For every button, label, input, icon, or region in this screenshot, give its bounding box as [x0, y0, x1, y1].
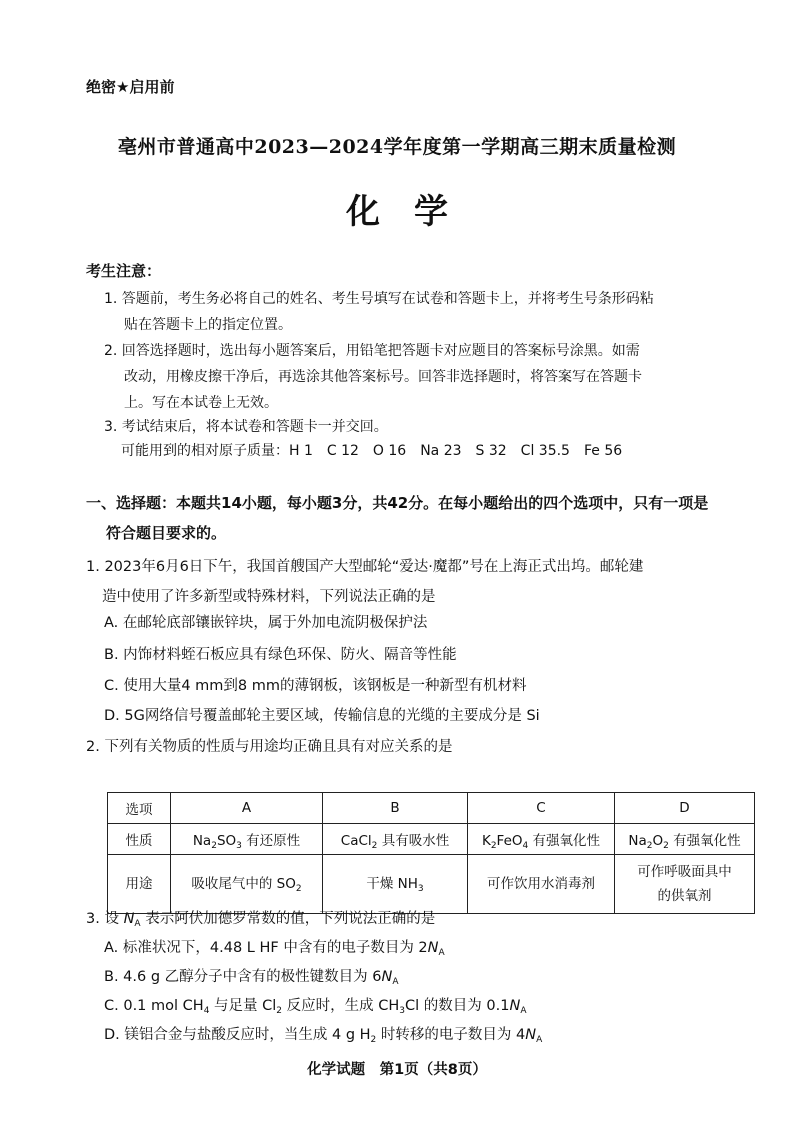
- notice-item-1: [104, 286, 724, 338]
- q1-option-d: D. 5G网络信号覆盖邮轮主要区域，传输信息的光缆的主要成分是 Si: [104, 708, 540, 724]
- table-cell: B: [323, 793, 468, 824]
- notice-line: 1. 答题前，考生务必将自己的姓名、考生号填写在试卷和答题卡上，并将考生号条形码粘: [104, 291, 654, 307]
- q2-table: [107, 792, 755, 914]
- subject-title: 化学: [346, 192, 482, 232]
- table-cell: 可作饮用水消毒剂: [468, 855, 615, 914]
- q3-option-d: D. 镁铝合金与盐酸反应时，当生成 4 g $H_2$ 时转移的电子数目为 $4N_A$: [104, 1027, 543, 1045]
- question-3-stem: 3. 设 $N_A$ 表示阿伏加德罗常数的值，下列说法正确的是: [86, 911, 436, 929]
- q1-option-c: C. 使用大量4 mm到8 mm的薄钢板，该钢板是一种新型有机材料: [104, 678, 527, 694]
- exam-title: 亳州市普通高中2023—2024学年度第一学期高三期末质量检测: [117, 136, 677, 158]
- question-line: 1. 2023年6月6日下午，我国首艘国产大型邮轮“爱达·魔都”号在上海正式出坞。邮轮建: [86, 559, 644, 575]
- table-cell: $K_2FeO_4$ 有强氧化性: [468, 824, 615, 855]
- table-cell: 吸收尾气中的 $SO_2$: [171, 855, 323, 914]
- table-cell: C: [468, 793, 615, 824]
- question-1-stem: [86, 552, 726, 612]
- q1-option-a: A. 在邮轮底部镶嵌锌块，属于外加电流阴极保护法: [104, 615, 428, 631]
- question-2-stem: 2. 下列有关物质的性质与用途均正确且具有对应关系的是: [86, 739, 453, 755]
- atomic-mass-line: 可能用到的相对原子质量：H 1 C 12 O 16 Na 23 S 32 Cl 35.5 Fe 56: [121, 443, 623, 459]
- q3-option-b: B. 4.6 g 乙醇分子中含有的极性键数目为 $6N_A$: [104, 969, 399, 987]
- table-cell: $Na_2SO_3$ 有还原性: [171, 824, 323, 855]
- confidential-label: 绝密★启用前: [86, 78, 175, 96]
- section-line: 符合题目要求的。: [106, 524, 227, 542]
- table-cell: $Na_2O_2$ 有强氧化性: [615, 824, 755, 855]
- table-row: [108, 824, 755, 855]
- table-cell: 可作呼吸面具中 的供氧剂: [615, 855, 755, 914]
- notice-line: 改动，用橡皮擦干净后，再选涂其他答案标号。回答非选择题时，将答案写在答题卡: [124, 369, 642, 385]
- notice-line: 贴在答题卡上的指定位置。: [124, 317, 292, 333]
- table-cell: 性质: [108, 824, 171, 855]
- notice-heading: 考生注意：: [86, 262, 162, 280]
- table-cell: 用途: [108, 855, 171, 914]
- table-cell: 干燥 $NH_3$: [323, 855, 468, 914]
- q1-option-b: B. 内饰材料蛭石板应具有绿色环保、防火、隔音等性能: [104, 647, 457, 663]
- table-cell: CaCl$_2$ 具有吸水性: [323, 824, 468, 855]
- table-cell: D: [615, 793, 755, 824]
- table-row: [108, 793, 755, 824]
- notice-line: 3. 考试结束后，将本试卷和答题卡一并交回。: [104, 419, 388, 435]
- section-heading: [86, 488, 726, 548]
- notice-item-3: [104, 414, 724, 440]
- page-footer: 化学试题 第1页（共8页）: [307, 1062, 487, 1078]
- notice-line: 上。写在本试卷上无效。: [124, 395, 278, 411]
- table-cell: A: [171, 793, 323, 824]
- q3-option-a: A. 标准状况下，4.48 L HF 中含有的电子数目为 $2N_A$: [104, 940, 445, 958]
- notice-item-2: [104, 338, 724, 416]
- q3-option-c: C. 0.1 mol $CH_4$ 与足量 $Cl_2$ 反应时，生成 $CH_3Cl$ 的数目为 $0.1N_A$: [104, 998, 527, 1016]
- table-cell: 选项: [108, 793, 171, 824]
- section-line: 一、选择题：本题共14小题，每小题3分，共42分。在每小题给出的四个选项中，只有一项是: [86, 494, 709, 512]
- question-line: 造中使用了许多新型或特殊材料，下列说法正确的是: [102, 589, 436, 605]
- notice-line: 2. 回答选择题时，选出每小题答案后，用铅笔把答题卡对应题目的答案标号涂黑。如需: [104, 343, 640, 359]
